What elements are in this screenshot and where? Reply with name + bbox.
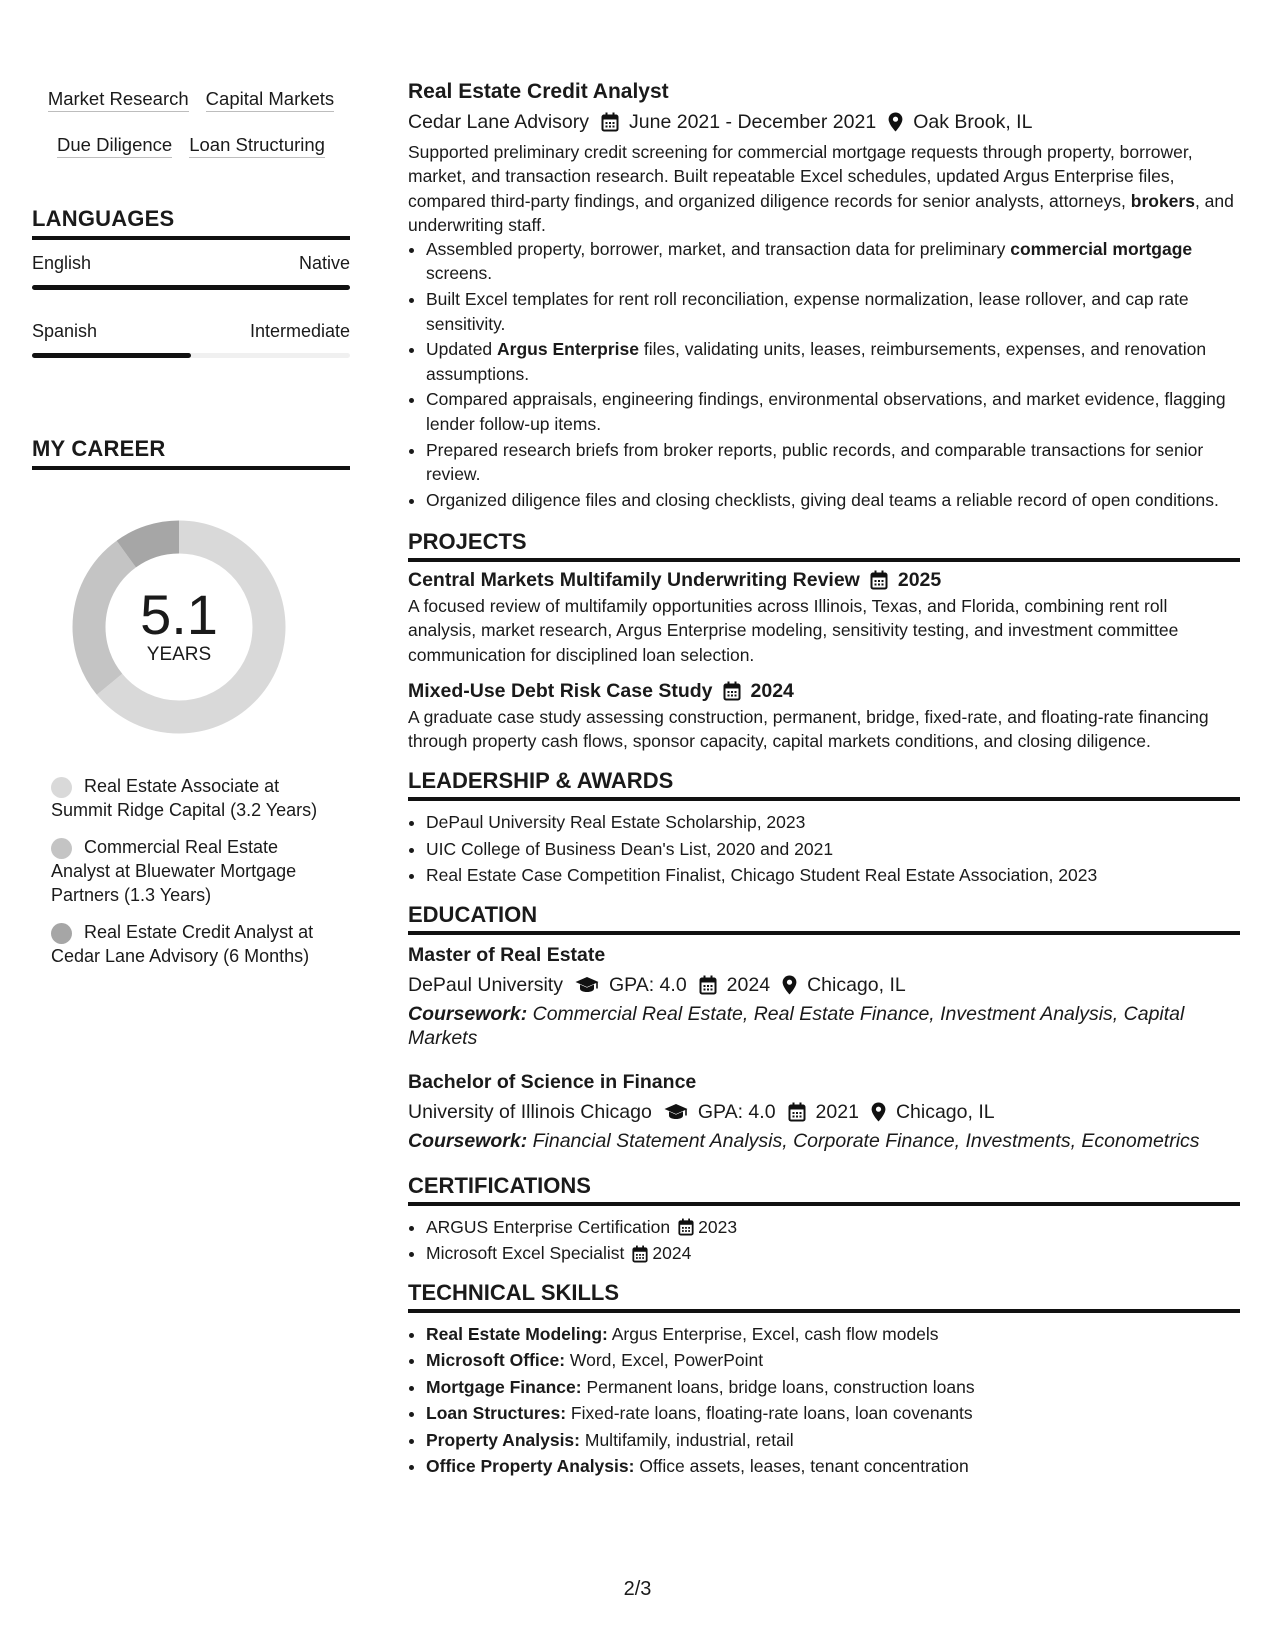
main-content — [408, 78, 1240, 1480]
education-title: EDUCATION — [408, 902, 1240, 935]
language-item — [32, 320, 350, 358]
language-item — [32, 252, 350, 290]
education-item — [408, 941, 1240, 1050]
location-pin-icon — [782, 975, 797, 995]
skill-tag: Capital Markets — [206, 88, 335, 112]
skill-tag: Due Diligence — [57, 134, 172, 158]
calendar-icon — [870, 570, 888, 590]
gpa: GPA: 4.0 — [697, 1100, 776, 1123]
job-bullet: • Organized diligence files and closing checklists, giving deal teams a reliable record of open conditions. — [426, 488, 1240, 512]
coursework: Coursework: Commercial Real Estate, Real Estate Finance, Investment Analysis, Capital Markets — [408, 1002, 1185, 1049]
languages-section — [32, 206, 350, 358]
certification-item — [426, 1240, 1240, 1267]
certifications-title: CERTIFICATIONS — [408, 1173, 1240, 1206]
graduation-cap-icon — [664, 1103, 688, 1121]
education-section — [408, 902, 1240, 1153]
career-legend — [32, 774, 321, 968]
language-bar-fill — [32, 285, 350, 290]
school-location: Chicago, IL — [807, 973, 906, 996]
skill-item: • Loan Structures: Fixed-rate loans, floating-rate loans, loan covenants — [426, 1400, 1240, 1427]
career-title: MY CAREER — [32, 436, 350, 470]
language-name: Spanish — [32, 321, 98, 341]
skill-tag: Market Research — [48, 88, 189, 112]
certifications-section — [408, 1173, 1240, 1267]
certification-name: • ARGUS Enterprise Certification — [426, 1216, 671, 1237]
gpa: GPA: 4.0 — [608, 973, 687, 996]
job-bullets — [408, 237, 1240, 512]
education-meta — [408, 971, 1240, 999]
skill-item: • Real Estate Modeling: Argus Enterprise, Excel, cash flow models — [426, 1321, 1240, 1348]
language-bar — [32, 285, 350, 290]
company-name: Cedar Lane Advisory — [408, 111, 590, 133]
certification-name: • Microsoft Excel Specialist — [426, 1243, 625, 1264]
school-location: Chicago, IL — [895, 1100, 995, 1123]
language-name: English — [32, 253, 92, 273]
skill-item: • Property Analysis: Multifamily, industrial, retail — [426, 1427, 1240, 1454]
skills-section — [408, 1280, 1240, 1480]
certifications-list — [408, 1214, 1240, 1267]
leadership-item: • Real Estate Case Competition Finalist, Chicago Student Real Estate Association, 2023 — [426, 862, 1240, 889]
project-name: Central Markets Multifamily Underwriting Review — [408, 568, 860, 591]
school-name: University of Illinois Chicago — [408, 1100, 652, 1123]
location-pin-icon — [888, 112, 903, 132]
skill-item: • Mortgage Finance: Permanent loans, bridge loans, construction loans — [426, 1374, 1240, 1401]
job-bullet: • Compared appraisals, engineering findings, environmental observations, and market evidence, flagging lender follow-up items. — [426, 387, 1240, 436]
job-title: Real Estate Credit Analyst — [408, 80, 669, 103]
languages-title: LANGUAGES — [32, 206, 350, 240]
job-bullet: • Updated Argus Enterprise files, validating units, leases, reimbursements, expenses, and renovation assumptions. — [426, 337, 1240, 386]
career-unit: YEARS — [146, 644, 212, 665]
career-legend-label: Commercial Real Estate Analyst at Bluewater Mortgage Partners (1.3 Years) — [51, 837, 297, 905]
leadership-list — [408, 809, 1240, 889]
job-summary: Supported preliminary credit screening for commercial mortgage requests through property, borrower, market, and transaction research. Built repeatable Excel schedules, updated Argus Enterprise files, compared third-party findings, and organized diligence records for senior analysts, attorneys, brokers, and underwriting staff. — [408, 142, 1234, 235]
project-item — [408, 677, 1240, 754]
leadership-item: • UIC College of Business Dean's List, 2020 and 2021 — [426, 836, 1240, 863]
projects-section — [408, 529, 1240, 753]
coursework: Coursework: Financial Statement Analysis, Corporate Finance, Investments, Econometrics — [408, 1129, 1200, 1152]
career-total: 5.1 — [140, 583, 218, 646]
career-section — [32, 436, 350, 968]
career-legend-label: Real Estate Associate at Summit Ridge Capital (3.2 Years) — [51, 776, 318, 820]
calendar-icon — [678, 1218, 694, 1236]
language-bar-fill — [32, 353, 191, 358]
legend-dot — [51, 777, 72, 798]
project-name: Mixed-Use Debt Risk Case Study — [408, 679, 713, 702]
job-meta — [408, 108, 1240, 136]
career-legend-item — [51, 774, 321, 822]
project-desc: A focused review of multifamily opportunities across Illinois, Texas, and Florida, combining rent roll analysis, market research, Argus Enterprise modeling, sensitivity testing, and investment committee communication for disciplined loan selection. — [408, 595, 1179, 665]
job-dates: June 2021 - December 2021 — [629, 111, 877, 133]
graduation-cap-icon — [575, 976, 599, 994]
calendar-icon — [788, 1102, 806, 1122]
project-desc: A graduate case study assessing construction, permanent, bridge, fixed-rate, and floating-rate financing through property cash flows, sponsor capacity, capital markets conditions, and closing diligence. — [408, 706, 1209, 752]
education-meta — [408, 1098, 1240, 1126]
page-number: 2/3 — [623, 1578, 652, 1600]
skills-title: TECHNICAL SKILLS — [408, 1280, 1240, 1313]
projects-title: PROJECTS — [408, 529, 1240, 562]
certification-item — [426, 1214, 1240, 1241]
job-bullet: • Built Excel templates for rent roll reconciliation, expense normalization, lease rollover, and cap rate sensitivity. — [426, 287, 1240, 336]
degree-name: Bachelor of Science in Finance — [408, 1070, 697, 1093]
skill-tag: Loan Structuring — [189, 134, 325, 158]
leadership-item: • DePaul University Real Estate Scholarship, 2023 — [426, 809, 1240, 836]
project-year: 2025 — [897, 568, 942, 591]
skills-list — [408, 1321, 1240, 1480]
education-item — [408, 1068, 1240, 1153]
legend-dot — [51, 838, 72, 859]
school-name: DePaul University — [408, 973, 563, 996]
language-bar — [32, 353, 350, 358]
leadership-title: LEADERSHIP & AWARDS — [408, 768, 1240, 801]
leadership-section — [408, 768, 1240, 889]
language-level: Native — [298, 253, 350, 273]
skill-item: • Office Property Analysis: Office assets, leases, tenant concentration — [426, 1453, 1240, 1480]
certification-year: 2024 — [652, 1243, 692, 1264]
skill-tags — [32, 84, 350, 158]
project-item — [408, 566, 1240, 667]
location-pin-icon — [871, 1102, 886, 1122]
job-location: Oak Brook, IL — [913, 111, 1033, 133]
job-bullet: • Assembled property, borrower, market, and transaction data for preliminary commercial mortgage screens. — [426, 237, 1240, 286]
graduation-year: 2024 — [726, 973, 771, 996]
legend-dot — [51, 923, 72, 944]
calendar-icon — [601, 112, 619, 132]
calendar-icon — [723, 681, 741, 701]
job-bullet: • Prepared research briefs from broker reports, public records, and comparable transactions for senior review. — [426, 438, 1240, 487]
skill-item: • Microsoft Office: Word, Excel, PowerPoint — [426, 1347, 1240, 1374]
project-year: 2024 — [750, 679, 794, 702]
language-level: Intermediate — [249, 321, 350, 341]
career-legend-item — [51, 920, 321, 968]
experience-entry — [408, 78, 1240, 512]
graduation-year: 2021 — [815, 1100, 859, 1123]
calendar-icon — [632, 1245, 648, 1263]
calendar-icon — [699, 975, 717, 995]
degree-name: Master of Real Estate — [408, 943, 606, 966]
career-legend-item — [51, 835, 321, 907]
sidebar — [32, 84, 350, 981]
career-donut — [66, 514, 292, 740]
career-legend-label: Real Estate Credit Analyst at Cedar Lane Advisory (6 Months) — [51, 922, 314, 966]
certification-year: 2023 — [698, 1216, 738, 1237]
